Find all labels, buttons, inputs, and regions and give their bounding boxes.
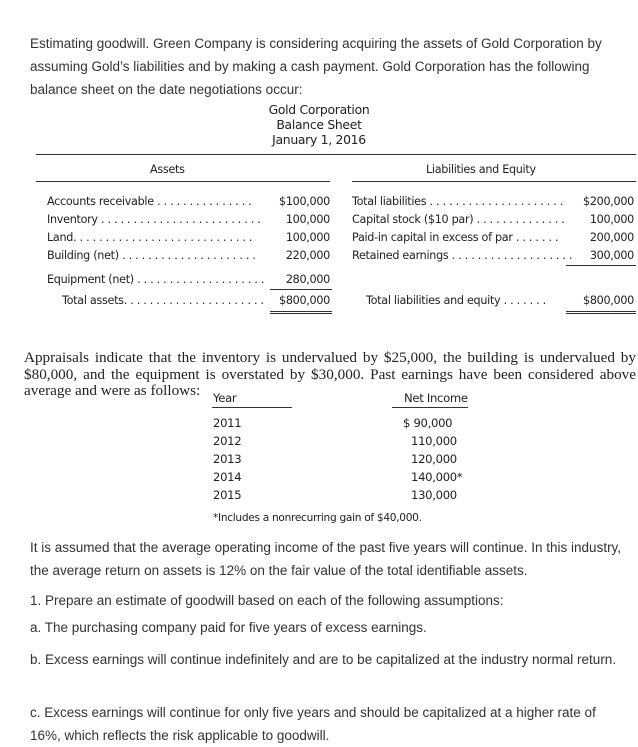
income-cell: 110,000 xyxy=(411,434,457,448)
asset-value: 100,000 xyxy=(285,213,330,226)
assets-subtotal-rule xyxy=(270,289,332,290)
liability-value: 300,000 xyxy=(589,249,634,262)
leader-dots: . . . . . . . . . . . . . . . . . . . . . xyxy=(118,249,256,262)
year-header: Year xyxy=(213,391,237,405)
statement-title: Balance Sheet xyxy=(276,117,362,132)
net-income-header: Net Income xyxy=(404,391,468,405)
question-a: a. The purchasing company paid for five years of excess earnings. xyxy=(30,620,427,635)
asset-label: Equipment (net) xyxy=(47,273,134,286)
question-c: c. Excess earnings will continue for only five years and should be capitalized at a higher rate of 16%, which reflects the risk applicable to goodwill. xyxy=(30,705,596,743)
leader-dots: . . . . . . . . . . . . . . . . . . . . . . xyxy=(123,294,264,307)
leader-dots: . . . . . . . . . . . . . . . xyxy=(153,195,252,208)
asset-label: Inventory xyxy=(47,213,98,226)
leader-dots: . . . . . . . . . . . . . . . . . . . xyxy=(448,249,573,262)
liab-header-rule xyxy=(352,181,636,182)
asset-label: Land xyxy=(47,231,74,244)
leader-dots: . . . . . . . xyxy=(512,231,559,244)
liab-total-double-rule xyxy=(566,311,636,312)
income-cell: $ 90,000 xyxy=(403,416,453,430)
top-rule xyxy=(36,154,636,155)
income-cell: 140,000* xyxy=(411,470,463,484)
liability-value: 100,000 xyxy=(589,213,634,226)
leader-dots: . . . . . . . . . . . . . . . . . . . . . . . . . . . . xyxy=(73,231,253,244)
assets-header-rule xyxy=(36,181,330,182)
leader-dots: . . . . . . . . . . . . . . xyxy=(473,213,565,226)
liability-label: Paid-in capital in excess of par xyxy=(352,231,513,244)
leader-dots: . . . . . . . . . . . . . . . . . . . . xyxy=(133,273,265,286)
appraisal-paragraph: Appraisals indicate that the inventory is undervalued by $25,000, the building is undervalued by $80,000, and the equipment is overstated by $30,000. Past earnings have been considered above average and were as follows: xyxy=(24,349,636,399)
year-cell: 2013 xyxy=(213,452,242,466)
asset-value: 280,000 xyxy=(285,273,330,286)
liability-value: $200,000 xyxy=(583,195,634,208)
year-cell: 2015 xyxy=(213,488,242,502)
asset-label: Building (net) xyxy=(47,249,119,262)
liability-label: Retained earnings xyxy=(352,249,449,262)
liability-label: Capital stock ($10 par) xyxy=(352,213,474,226)
leader-dots: . . . . . . . . . . . . . . . . . . . . . . . . . xyxy=(97,213,261,226)
liabilities-equity-header: Liabilities and Equity xyxy=(426,163,536,176)
asset-value: 100,000 xyxy=(285,231,330,244)
liability-value: 200,000 xyxy=(589,231,634,244)
liab-subtotal-rule xyxy=(566,265,636,266)
leader-dots: . . . . . . . . . . . . . . . . . . . . . xyxy=(426,195,564,208)
assumption-paragraph: It is assumed that the average operating income of the past five years will continue. In this industry, the average return on assets is 12% on the fair value of the total identifiable assets. xyxy=(30,540,622,578)
leader-dots: . . . . . . . xyxy=(500,294,546,307)
liability-label: Total liabilities xyxy=(352,195,427,208)
assets-header: Assets xyxy=(150,163,185,176)
assets-total-double-rule-2 xyxy=(270,313,332,314)
asset-value: $100,000 xyxy=(279,195,330,208)
assets-total-double-rule xyxy=(270,311,332,312)
asset-label: Accounts receivable xyxy=(47,195,154,208)
footnote: *Includes a nonrecurring gain of $40,000. xyxy=(213,512,422,524)
total-liab-label: Total liabilities and equity xyxy=(366,294,501,307)
balance-sheet-heading xyxy=(0,102,638,147)
income-header-rule xyxy=(392,407,468,408)
statement-date: January 1, 2016 xyxy=(272,132,366,147)
income-cell: 130,000 xyxy=(411,488,457,502)
total-assets-label: Total assets xyxy=(62,294,124,307)
liab-total-double-rule-2 xyxy=(566,313,636,314)
asset-value: 220,000 xyxy=(285,249,330,262)
year-cell: 2014 xyxy=(213,470,242,484)
income-cell: 120,000 xyxy=(411,452,457,466)
company-name: Gold Corporation xyxy=(268,102,370,117)
question-b: b. Excess earnings will continue indefinitely and are to be capitalized at the industry normal return. xyxy=(30,652,617,667)
total-liab-value: $800,000 xyxy=(583,294,634,307)
total-assets-value: $800,000 xyxy=(279,294,330,307)
year-cell: 2012 xyxy=(213,434,242,448)
problem-intro: Estimating goodwill. Green Company is considering acquiring the assets of Gold Corporation by assuming Gold’s liabilities and by making a cash payment. Gold Corporation has the following balance sheet on the date negotiations occur: xyxy=(30,36,602,97)
year-header-rule xyxy=(212,407,292,408)
year-cell: 2011 xyxy=(213,416,242,430)
question-1: 1. Prepare an estimate of goodwill based on each of the following assumptions: xyxy=(30,593,504,608)
